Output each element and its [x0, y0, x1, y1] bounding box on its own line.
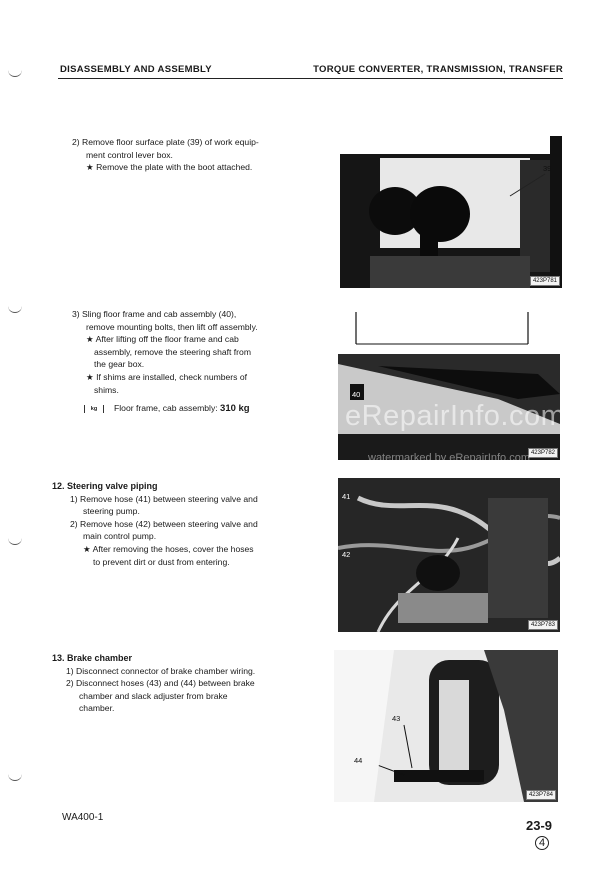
section-12-line: 2) Remove hose (42) between steering valve and — [70, 518, 258, 529]
section-12-note: ★ After removing the hoses, cover the hoses — [83, 543, 254, 554]
step-2-text — [72, 136, 298, 174]
weight-label: Floor frame, cab assembly: — [114, 403, 218, 414]
photo-id: 423P784 — [526, 790, 556, 800]
section-12-line: steering pump. — [83, 506, 140, 517]
callout-label: 40 — [352, 390, 361, 399]
section-13-line: 1) Disconnect connector of brake chamber wiring. — [66, 665, 256, 676]
photo-floor-plate — [340, 136, 562, 288]
callout-label: 39 — [543, 164, 552, 173]
photo-id: 423P783 — [528, 620, 558, 630]
step-3-line: the gear box. — [94, 359, 145, 370]
footer-model: WA400-1 — [62, 812, 104, 823]
binding-mark — [8, 306, 22, 313]
section-13 — [52, 652, 302, 715]
weight-line — [72, 402, 298, 416]
section-12-line: 1) Remove hose (41) between steering valve and — [70, 493, 258, 504]
photo-cab-assembly-illustration — [338, 304, 560, 460]
step-2-note: ★ Remove the plate with the boot attached. — [86, 162, 253, 173]
callout-label: 42 — [342, 550, 351, 559]
photo-steering-valve-illustration — [338, 478, 560, 632]
watermark-logo: eRepairInfo.com — [345, 400, 566, 432]
binding-mark — [8, 538, 22, 545]
binding-mark — [8, 774, 22, 781]
watermark-caption: watermarked by eRepairInfo.com — [368, 452, 531, 464]
callout-label: 44 — [354, 756, 363, 765]
step-3-note: ★ If shims are installed, check numbers of — [86, 371, 248, 382]
footer-revision-badge: 4 — [535, 836, 549, 850]
section-13-line: 2) Disconnect hoses (43) and (44) between brake — [66, 678, 255, 689]
section-12-title: 12. Steering valve piping — [52, 481, 158, 491]
footer-page-number: 23-9 — [526, 818, 553, 833]
header-section-title: DISASSEMBLY AND ASSEMBLY — [60, 64, 212, 75]
callout-label: 43 — [392, 714, 401, 723]
photo-floor-plate-illustration — [340, 136, 562, 288]
section-13-line: chamber and slack adjuster from brake — [79, 690, 228, 701]
section-12-line: to prevent dirt or dust from entering. — [93, 556, 230, 567]
weight-value: 310 kg — [220, 403, 250, 415]
callout-label: 41 — [342, 492, 351, 501]
section-13-title: 13. Brake chamber — [52, 653, 133, 663]
step-3-text — [72, 308, 298, 416]
binding-mark — [8, 70, 22, 77]
step-3-line: assembly, remove the steering shaft from — [94, 346, 251, 357]
step-2-line: 2) Remove floor surface plate (39) of work equip- — [72, 137, 259, 147]
header-rule — [58, 78, 563, 79]
photo-brake-chamber-illustration — [334, 650, 558, 802]
weight-icon: kg — [84, 405, 104, 413]
photo-cab-assembly — [338, 304, 560, 460]
step-3-line: remove mounting bolts, then lift off assembly. — [86, 321, 258, 332]
header-chapter-title: TORQUE CONVERTER, TRANSMISSION, TRANSFER — [313, 64, 563, 75]
step-3-line: shims. — [94, 384, 119, 395]
step-2-line: ment control lever box. — [86, 149, 173, 160]
step-3-line: 3) Sling floor frame and cab assembly (40), — [72, 309, 237, 319]
photo-id: 423P782 — [528, 448, 558, 458]
section-13-line: chamber. — [79, 703, 115, 714]
photo-id: 423P781 — [530, 276, 560, 286]
step-3-note: ★ After lifting off the floor frame and cab — [86, 334, 239, 345]
section-12-line: main control pump. — [83, 531, 157, 542]
section-12 — [52, 480, 302, 568]
photo-brake-chamber — [334, 650, 558, 802]
photo-steering-valve — [338, 478, 560, 632]
